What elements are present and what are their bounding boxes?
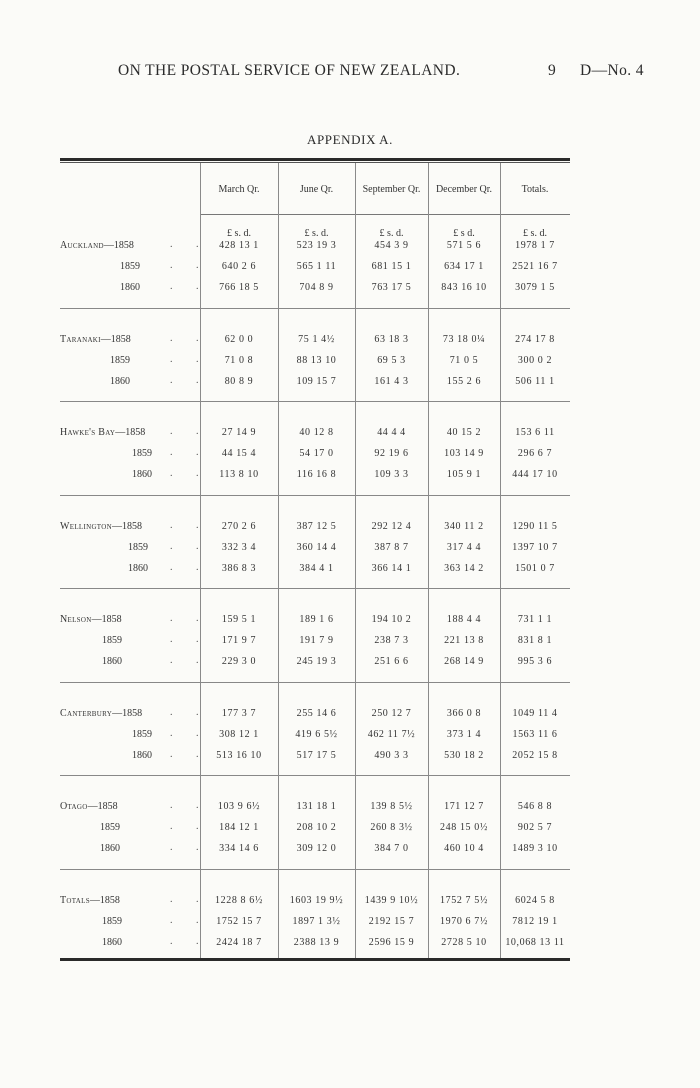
- table-cell: 2192 15 7: [368, 915, 415, 927]
- dash: —: [89, 894, 100, 906]
- table-cell: 831 8 1: [517, 635, 553, 646]
- table-cell: 40 15 2: [446, 427, 482, 438]
- table-cell: 571 5 6: [446, 240, 482, 251]
- row-label: [60, 427, 145, 438]
- table-cell: 109 3 3: [374, 469, 409, 480]
- currency-units: £ s. d.: [227, 228, 251, 239]
- currency-units: £ s d.: [453, 228, 475, 239]
- currency-units: £ s. d.: [523, 228, 547, 239]
- table-cell: 428 13 1: [219, 240, 259, 251]
- table-cell: 208 10 2: [296, 822, 337, 833]
- table-cell: 7812 19 1: [512, 915, 558, 927]
- table-cell: 63 18 3: [374, 333, 409, 345]
- row-label: 1859: [120, 261, 140, 272]
- table-cell: 10,068 13 11: [505, 936, 565, 948]
- table-cell: 255 14 6: [296, 707, 337, 719]
- table-cell: 113 8 10: [219, 469, 259, 480]
- leader-dot: .: [170, 353, 173, 365]
- year: 1858: [121, 520, 142, 532]
- table-cell: 1978 1 7: [515, 240, 555, 251]
- currency-units: £ s. d.: [379, 228, 404, 239]
- table-cell: 763 17 5: [371, 282, 412, 293]
- column-header-rule: [200, 214, 570, 215]
- row-label: [60, 240, 134, 251]
- leader-dot: .: [196, 260, 199, 271]
- table-cell: 1897 1 3½: [292, 915, 341, 927]
- table-top-rule-thin: [60, 162, 570, 163]
- table-cell: 75 1 4½: [298, 333, 335, 345]
- leader-dot: .: [170, 914, 173, 926]
- table-cell: 340 11 2: [444, 520, 484, 532]
- table-cell: 2424 18 7: [216, 936, 262, 948]
- dash: —: [91, 614, 102, 625]
- year: 1858: [122, 707, 143, 719]
- row-label: 1859: [128, 541, 148, 553]
- table-cell: 1970 6 7½: [440, 915, 488, 927]
- table-cell: 105 9 1: [446, 469, 482, 480]
- table-cell: 1563 11 6: [512, 728, 558, 740]
- leader-dot: .: [196, 332, 199, 344]
- table-cell: 360 14 4: [296, 541, 337, 553]
- leader-dot: .: [196, 374, 199, 386]
- table-cell: 71 0 8: [224, 354, 254, 366]
- table-cell: 270 2 6: [221, 520, 257, 532]
- leader-dot: .: [170, 281, 173, 292]
- leader-dot: .: [196, 935, 199, 947]
- leader-dot: .: [196, 655, 199, 666]
- table-cell: 109 15 7: [296, 375, 337, 387]
- leader-dot: .: [170, 800, 173, 811]
- table-cell: 116 16 8: [296, 469, 337, 480]
- table-bottom-rule: [60, 958, 570, 961]
- table-cell: 184 12 1: [219, 822, 259, 833]
- row-label: 1860: [110, 375, 130, 387]
- table-cell: 460 10 4: [444, 843, 484, 854]
- column-header: March Qr.: [218, 184, 260, 195]
- table-cell: 995 3 6: [517, 656, 553, 667]
- leader-dot: .: [196, 353, 199, 365]
- table-cell: 681 15 1: [371, 261, 412, 272]
- row-label: 1859: [132, 728, 152, 740]
- table-cell: 444 17 10: [512, 469, 558, 480]
- leader-dot: .: [170, 634, 173, 645]
- row-label: 1860: [132, 749, 152, 761]
- section-divider: [60, 775, 570, 776]
- table-cell: 245 19 3: [296, 656, 337, 667]
- table-cell: 634 17 1: [444, 261, 484, 272]
- table-cell: 373 1 4: [446, 728, 482, 740]
- district-name: Canterbury: [60, 707, 113, 719]
- table-cell: 384 7 0: [374, 843, 409, 854]
- section-divider: [60, 495, 570, 496]
- row-label: 1859: [102, 635, 122, 646]
- leader-dot: .: [170, 613, 173, 624]
- leader-dot: .: [170, 821, 173, 832]
- district-name: Wellington: [60, 520, 112, 532]
- table-cell: 1603 19 9½: [289, 894, 344, 906]
- leader-dot: .: [170, 842, 173, 853]
- row-label: [60, 895, 120, 906]
- appendix-title: APPENDIX A.: [306, 132, 394, 147]
- row-label: [60, 614, 122, 625]
- page-number: 9: [548, 62, 557, 79]
- table-cell: 704 8 9: [299, 282, 334, 293]
- leader-dot: .: [196, 447, 199, 458]
- table-cell: 54 17 0: [299, 448, 334, 459]
- table-cell: 309 12 0: [296, 843, 337, 854]
- leader-dot: .: [196, 468, 199, 479]
- row-label: 1859: [102, 915, 122, 927]
- leader-dot: .: [196, 540, 199, 552]
- table-cell: 565 1 11: [296, 261, 337, 272]
- table-cell: 334 14 6: [219, 843, 259, 854]
- year: 1858: [110, 333, 131, 345]
- row-label: [60, 521, 142, 532]
- table-cell: 332 3 4: [221, 541, 257, 553]
- table-cell: 843 16 10: [441, 282, 487, 293]
- table-cell: 1049 11 4: [512, 707, 558, 719]
- row-label: 1859: [100, 822, 120, 833]
- leader-dot: .: [170, 561, 173, 573]
- table-cell: 40 12 8: [299, 427, 334, 438]
- row-label: [60, 708, 142, 719]
- table-cell: 766 18 5: [219, 282, 259, 293]
- table-cell: 62 0 0: [224, 333, 254, 345]
- leader-dot: .: [196, 727, 199, 739]
- leader-dot: .: [170, 935, 173, 947]
- table-cell: 506 11 1: [515, 375, 555, 387]
- table-cell: 2521 16 7: [512, 261, 558, 272]
- table-cell: 251 6 6: [374, 656, 409, 667]
- table-cell: 366 14 1: [371, 562, 412, 574]
- table-cell: 1489 3 10: [512, 843, 558, 854]
- leader-dot: .: [170, 332, 173, 344]
- table-cell: 387 8 7: [374, 541, 409, 553]
- leader-dot: .: [196, 239, 199, 250]
- row-label: [60, 801, 118, 812]
- table-cell: 189 1 6: [299, 614, 334, 625]
- table-cell: 363 14 2: [444, 562, 484, 574]
- leader-dot: .: [170, 239, 173, 250]
- table-cell: 902 5 7: [517, 822, 553, 833]
- row-label: 1860: [120, 282, 140, 293]
- section-divider: [60, 401, 570, 402]
- table-cell: 177 3 7: [221, 707, 257, 719]
- table-cell: 2596 15 9: [368, 936, 415, 948]
- table-cell: 260 8 3½: [370, 822, 413, 833]
- table-cell: 490 3 3: [374, 749, 409, 761]
- district-name: Totals: [60, 894, 90, 906]
- dash: —: [115, 427, 126, 438]
- row-label: 1860: [128, 562, 148, 574]
- table-cell: 1752 7 5½: [440, 894, 488, 906]
- table-cell: 530 18 2: [444, 749, 484, 761]
- table-cell: 513 16 10: [216, 749, 262, 761]
- leader-dot: .: [170, 374, 173, 386]
- leader-dot: .: [196, 281, 199, 292]
- table-cell: 1439 9 10½: [364, 894, 419, 906]
- leader-dot: .: [196, 842, 199, 853]
- table-cell: 103 9 6½: [217, 801, 261, 812]
- postal-revenue-table: [60, 158, 570, 964]
- leader-dot: .: [170, 655, 173, 666]
- table-cell: 73 18 0¼: [442, 333, 486, 345]
- year: 1858: [97, 801, 118, 812]
- row-label: 1859: [132, 448, 152, 459]
- year: 1858: [125, 427, 146, 438]
- district-name: Hawke's Bay: [60, 427, 116, 438]
- section-divider: [60, 869, 570, 870]
- leader-dot: .: [196, 634, 199, 645]
- dash: —: [100, 333, 111, 345]
- table-cell: 171 12 7: [444, 801, 484, 812]
- row-label: [60, 334, 131, 345]
- district-name: Otago: [60, 801, 88, 812]
- table-cell: 92 19 6: [374, 448, 409, 459]
- year: 1858: [113, 240, 134, 251]
- leader-dot: .: [170, 468, 173, 479]
- table-cell: 523 19 3: [296, 240, 337, 251]
- row-label: 1860: [100, 843, 120, 854]
- table-cell: 1228 8 6½: [215, 894, 263, 906]
- row-label: 1860: [102, 936, 122, 948]
- table-cell: 546 8 8: [517, 801, 553, 812]
- table-cell: 2388 13 9: [293, 936, 340, 948]
- table-cell: 80 8 9: [224, 375, 254, 387]
- table-cell: 103 14 9: [444, 448, 484, 459]
- dash: —: [87, 801, 98, 812]
- leader-dot: .: [170, 447, 173, 458]
- table-cell: 1397 10 7: [512, 541, 558, 553]
- year: 1858: [99, 894, 120, 906]
- table-cell: 139 8 5½: [370, 801, 413, 812]
- table-cell: 238 7 3: [374, 635, 409, 646]
- document-reference: D—No. 4: [580, 62, 644, 79]
- table-cell: 1501 0 7: [515, 562, 555, 574]
- year: 1858: [101, 614, 122, 625]
- table-cell: 308 12 1: [219, 728, 259, 740]
- leader-dot: .: [196, 821, 199, 832]
- leader-dot: .: [196, 561, 199, 573]
- leader-dot: .: [170, 706, 173, 718]
- leader-dot: .: [196, 914, 199, 926]
- table-cell: 6024 5 8: [515, 894, 555, 906]
- table-cell: 1752 15 7: [216, 915, 262, 927]
- leader-dot: .: [196, 893, 199, 905]
- table-cell: 221 13 8: [444, 635, 484, 646]
- table-cell: 386 8 3: [221, 562, 257, 574]
- column-header: Totals.: [521, 184, 549, 195]
- table-cell: 274 17 8: [515, 333, 555, 345]
- table-cell: 296 6 7: [517, 448, 553, 459]
- leader-dot: .: [170, 748, 173, 760]
- leader-dot: .: [196, 706, 199, 718]
- column-header: June Qr.: [299, 184, 334, 195]
- table-cell: 268 14 9: [444, 656, 484, 667]
- header-title: ON THE POSTAL SERVICE OF NEW ZEALAND.: [118, 62, 461, 79]
- leader-dot: .: [170, 540, 173, 552]
- row-label: 1860: [102, 656, 122, 667]
- district-name: Auckland: [60, 240, 104, 251]
- row-label: 1859: [110, 354, 130, 366]
- table-cell: 454 3 9: [374, 240, 409, 251]
- table-cell: 159 5 1: [221, 614, 257, 625]
- leader-dot: .: [170, 426, 173, 437]
- table-cell: 517 17 5: [296, 749, 337, 761]
- table-cell: 462 11 7½: [367, 728, 416, 740]
- dash: —: [111, 520, 122, 532]
- section-divider: [60, 588, 570, 589]
- table-cell: 69 5 3: [377, 354, 406, 366]
- leader-dot: .: [170, 727, 173, 739]
- table-cell: 731 1 1: [517, 614, 553, 625]
- district-name: Taranaki: [60, 333, 101, 345]
- leader-dot: .: [196, 800, 199, 811]
- table-cell: 387 12 5: [296, 520, 337, 532]
- table-cell: 188 4 4: [446, 614, 482, 625]
- table-cell: 2728 5 10: [441, 936, 487, 948]
- table-cell: 155 2 6: [446, 375, 482, 387]
- table-cell: 88 13 10: [296, 354, 337, 366]
- currency-units: £ s. d.: [304, 228, 329, 239]
- table-cell: 248 15 0½: [440, 822, 488, 833]
- table-cell: 366 0 8: [446, 707, 482, 719]
- table-cell: 300 0 2: [517, 354, 553, 366]
- table-cell: 191 7 9: [299, 635, 334, 646]
- table-cell: 250 12 7: [371, 707, 412, 719]
- leader-dot: .: [196, 748, 199, 760]
- table-cell: 171 9 7: [221, 635, 257, 646]
- table-cell: 317 4 4: [446, 541, 482, 553]
- table-cell: 44 4 4: [377, 427, 406, 438]
- district-name: Nelson: [60, 614, 92, 625]
- leader-dot: .: [170, 893, 173, 905]
- table-cell: 44 15 4: [221, 448, 257, 459]
- table-cell: 229 3 0: [221, 656, 257, 667]
- table-cell: 27 14 9: [221, 427, 257, 438]
- column-header: December Qr.: [435, 184, 493, 195]
- table-cell: 131 18 1: [296, 801, 337, 812]
- table-cell: 292 12 4: [371, 520, 412, 532]
- row-label: 1860: [132, 469, 152, 480]
- dash: —: [103, 240, 114, 251]
- table-cell: 2052 15 8: [512, 749, 558, 761]
- table-cell: 640 2 6: [221, 261, 257, 272]
- column-header: September Qr.: [362, 184, 421, 195]
- table-cell: 3079 1 5: [515, 282, 555, 293]
- table-top-rule: [60, 158, 570, 161]
- table-cell: 419 6 5½: [295, 728, 338, 740]
- leader-dot: .: [196, 519, 199, 531]
- table-cell: 194 10 2: [371, 614, 412, 625]
- section-divider: [60, 308, 570, 309]
- dash: —: [112, 707, 123, 719]
- leader-dot: .: [170, 519, 173, 531]
- leader-dot: .: [196, 613, 199, 624]
- table-cell: 384 4 1: [299, 562, 334, 574]
- table-cell: 153 6 11: [515, 427, 555, 438]
- leader-dot: .: [170, 260, 173, 271]
- table-cell: 1290 11 5: [512, 520, 558, 532]
- table-cell: 71 0 5: [449, 354, 479, 366]
- table-cell: 161 4 3: [374, 375, 409, 387]
- section-divider: [60, 682, 570, 683]
- leader-dot: .: [196, 426, 199, 437]
